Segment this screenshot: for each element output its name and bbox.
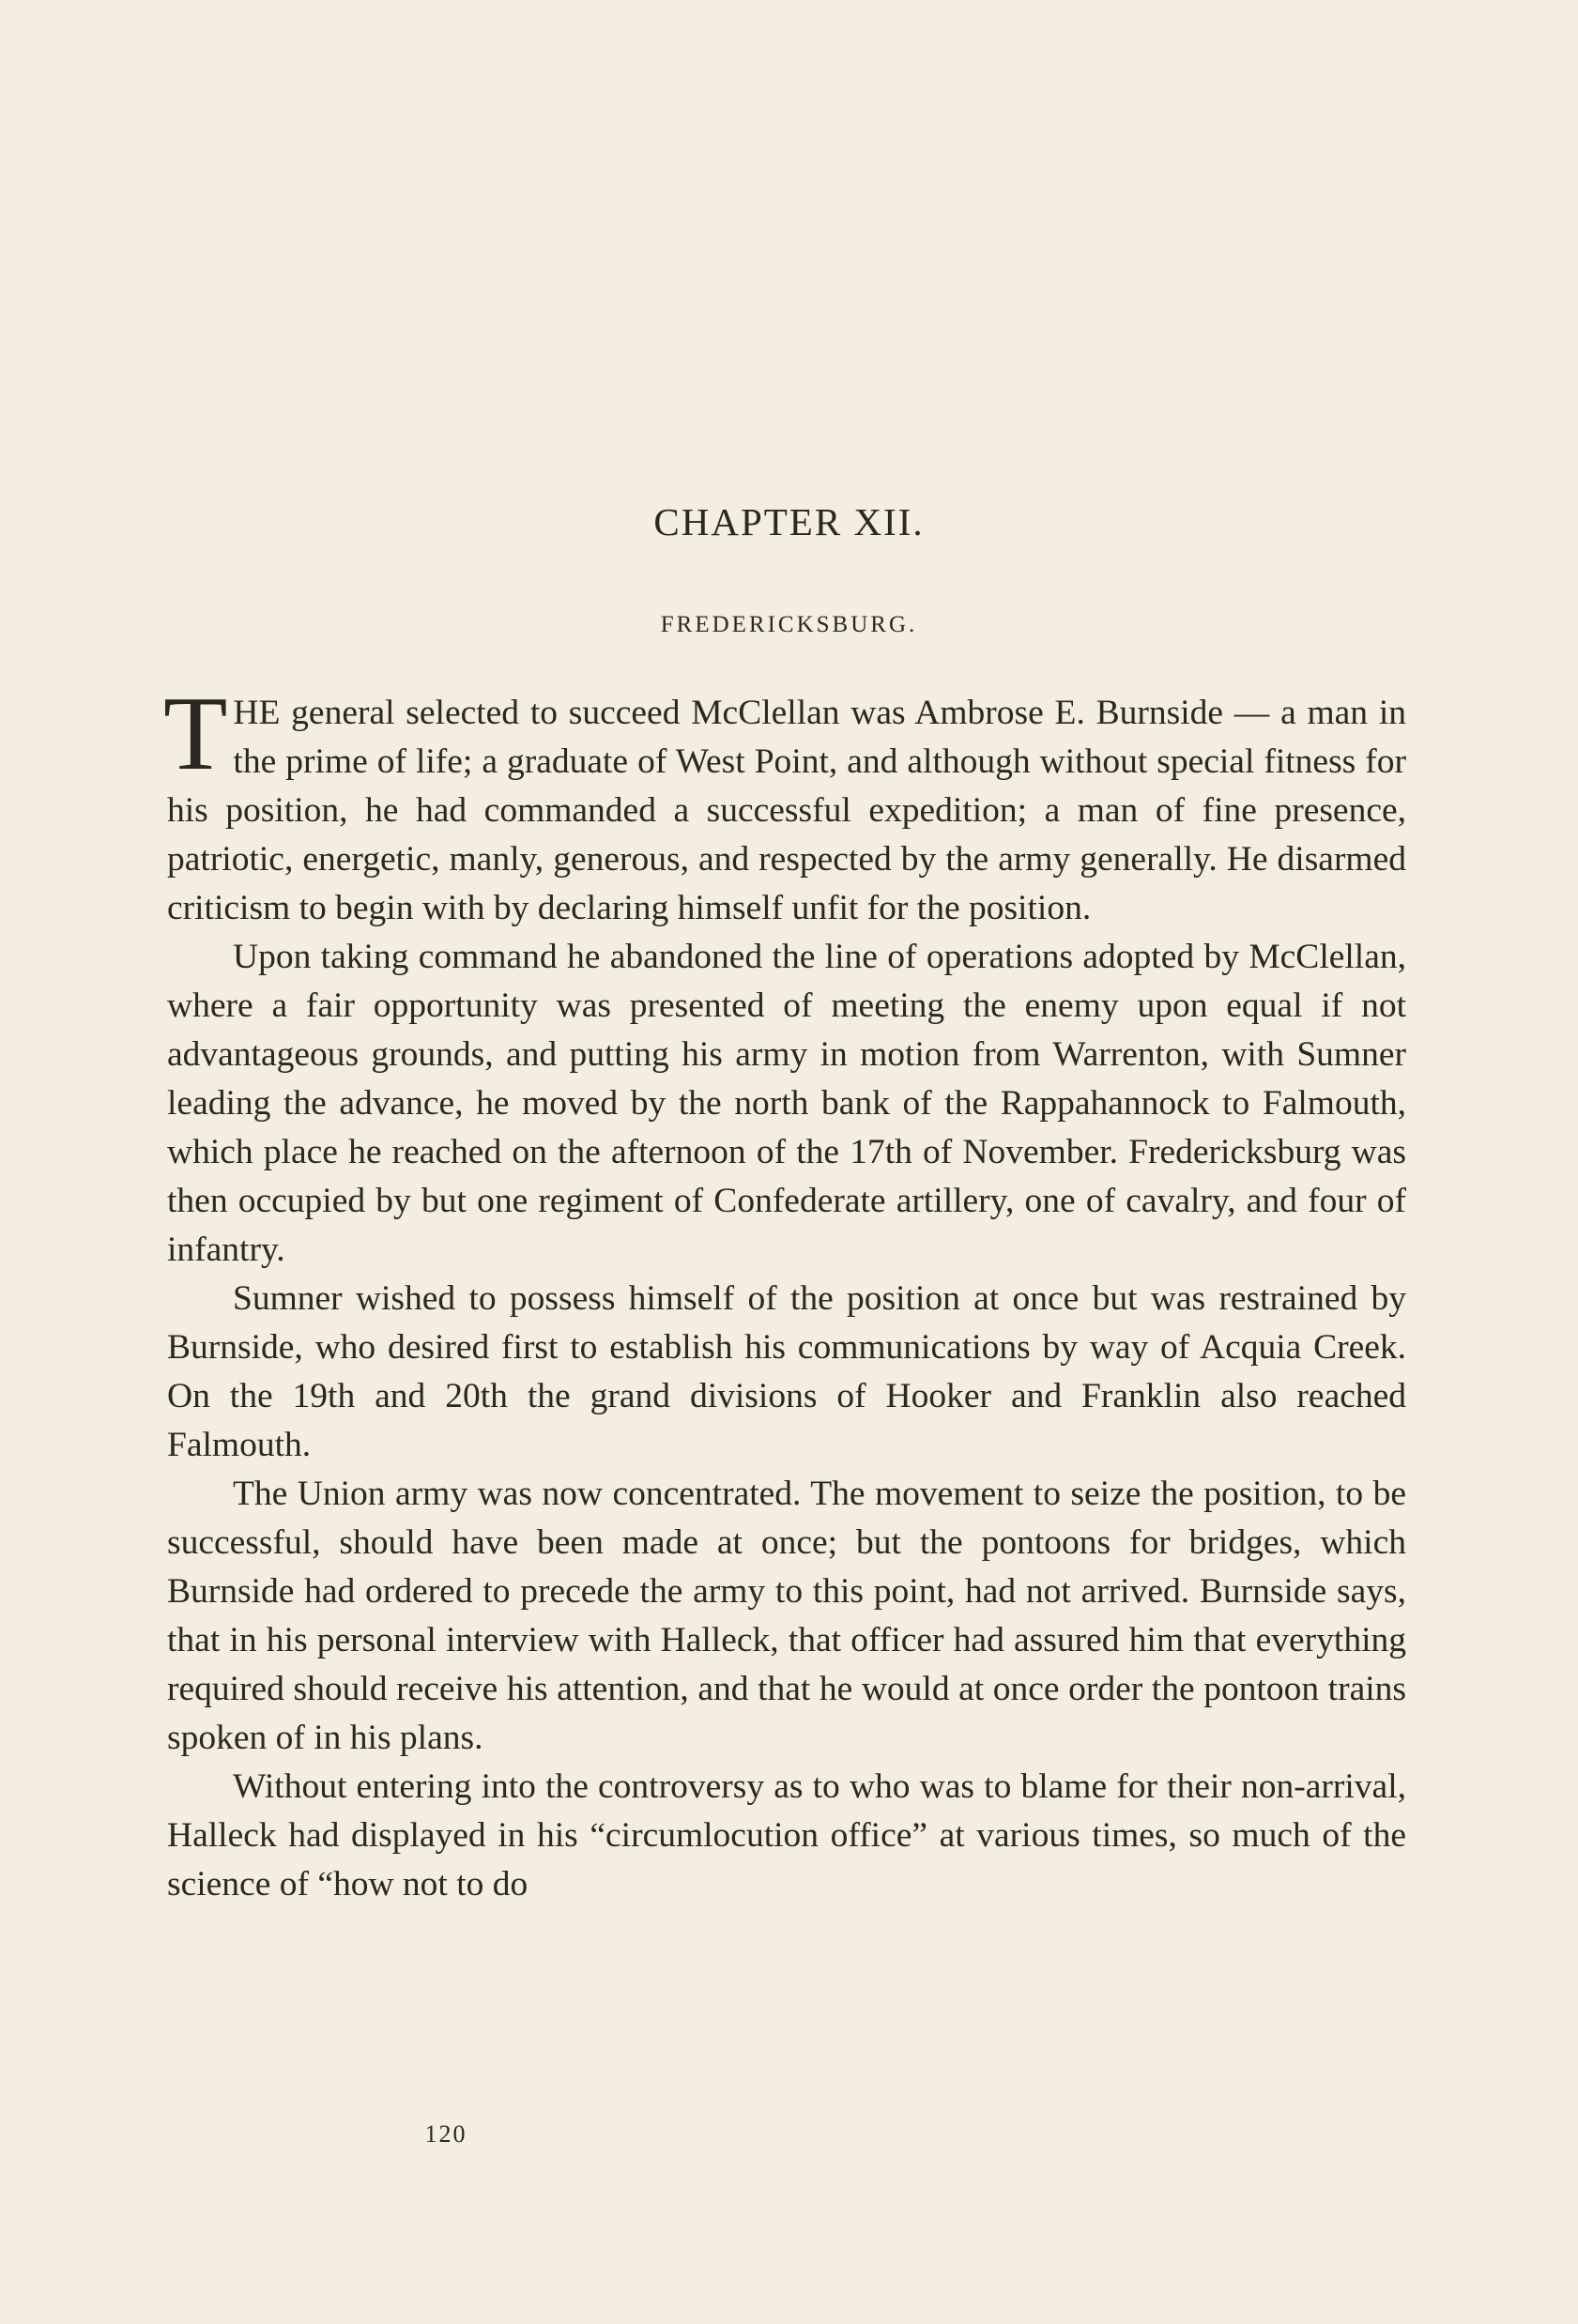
paragraph: Upon taking command he abandoned the line of operations adopted by McClellan, where a fair opportunity was presented of meeting the enemy upon equal if not advantageous grounds, and putting his army in motion from Warrenton, with Sumner leading the advance, he moved by the north bank of the Rappahannock to Falmouth, which place he reached on the afternoon of the 17th of November. Fredericksburg was then occupied by but one regiment of Confederate artillery, one of cavalry, and four of infantry. [167,938,1406,1269]
chapter-title: CHAPTER XII. [653,500,925,543]
paragraph: Without entering into the controversy as to who was to blame for their non-arrival, Halleck had displayed in his “circumlocution office” at various times, so much of the science of “how not to do [167,1767,1406,1904]
chapter-subtitle: FREDERICKSBURG. [660,612,918,637]
paragraph-text: HE general selected to succeed McClellan was Ambrose E. Burnside — a man in the prime of life; a graduate of West Point, and although without special fitness for his position, he had commanded a successful expedition; a man of fine presence, patriotic, energetic, manly, generous, and respected by the army generally. He disarmed criticism to begin with by declaring himself unfit for the position. [167,694,1406,927]
paragraph: Sumner wished to possess himself of the position at once but was restrained by Burnside, who desired first to establish his communications by way of Acquia Creek. On the 19th and 20th the grand divisions of Hooker and Franklin also reached Falmouth. [167,1279,1406,1464]
body-text [163,676,1406,1909]
paragraph [163,676,1406,933]
page-number: 120 [424,2120,467,2148]
drop-cap: T [163,676,228,792]
paragraph: The Union army was now concentrated. The movement to seize the position, to be successful, should have been made at once; but the pontoons for bridges, which Burnside had ordered to precede the army to this point, had not arrived. Burnside says, that in his personal interview with Halleck, that officer had assured him that everything required should receive his attention, and that he would at once order the pontoon trains spoken of in his plans. [167,1475,1406,1757]
